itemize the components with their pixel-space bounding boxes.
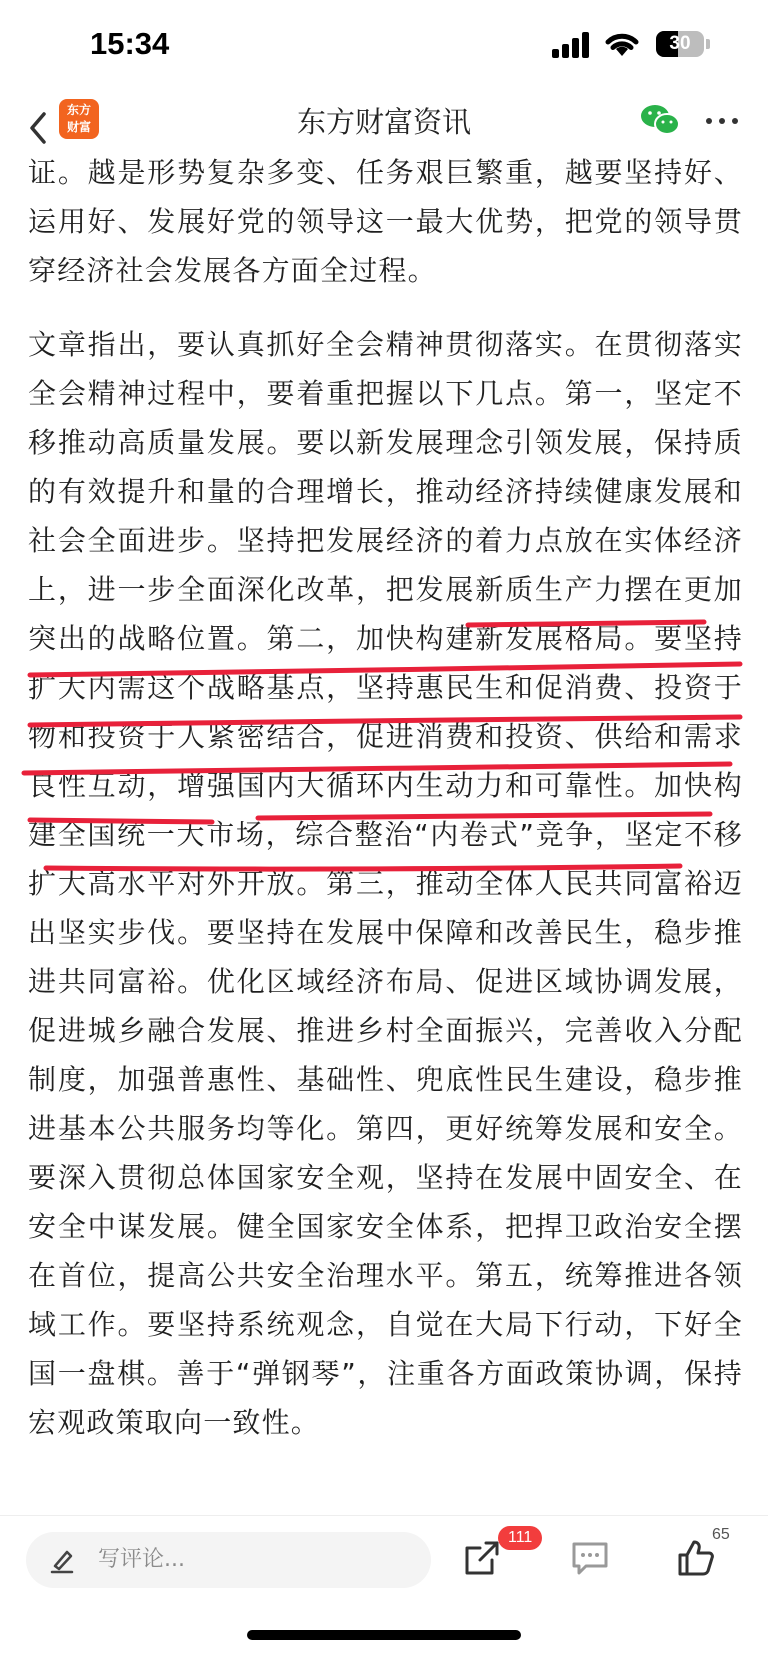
wechat-icon[interactable] [640,102,680,138]
status-bar [0,0,768,96]
comment-icon[interactable] [570,1540,610,1576]
page-title: 东方财富资讯 [296,105,471,139]
like-icon[interactable] [676,1538,716,1578]
cellular-signal-icon [552,32,592,58]
status-time: 15:34 [90,26,170,61]
pencil-icon [48,1546,76,1574]
article-paragraph: 文章指出，要认真抓好全会精神贯彻落实。在贯彻落实全会精神过程中，要着重把握以下几点。第一，坚定不移推动高质量发展。要以新发展理念引领发展，保持质的有效提升和量的合理增长，推动经济持续健康发展和社会全面进步。坚持把发展经济的着力点放在实体经济上，进一步全面深化改革，把发展新质生产力摆在更加突出的战略位置。第二，加快构建新发展格局。要坚持扩大内需这个战略基点，坚持惠民生和促消费、投资于物和投资于人紧密结合，促进消费和投资、供给和需求良性互动，增强国内大循环内生动力和可靠性。加快构建全国统一大市场，综合整治“内卷式”竞争，坚定不移扩大高水平对外开放。第三，推动全体人民共同富裕迈出坚实步伐。要坚持在发展中保障和改善民生，稳步推进共同富裕。优化区域经济布局、促进区域协调发展，促进城乡融合发展、推进乡村全面振兴，完善收入分配制度，加强普惠性、基础性、兜底性民生建设，稳步推进基本公共服务均等化。第四，更好统筹发展和安全。要深入贯彻总体国家安全观，坚持在发展中固安全、在安全中谋发展。健全国家安全体系，把捍卫政治安全摆在首位，提高公共安全治理水平。第五，统筹推进各领域工作。要坚持系统观念，自觉在大局下行动，下好全国一盘棋。善于“弹钢琴”，注重各方面政策协调，保持宏观政策取向一致性。 [28,328,743,1439]
more-icon[interactable] [706,118,740,126]
back-icon[interactable] [22,108,62,148]
bottom-action-bar [0,1515,768,1603]
battery-level: 30 [669,33,691,54]
article-paragraph: 证。越是形势复杂多变、任务艰巨繁重，越要坚持好、运用好、发展好党的领导这一最大优势，把党的领导贯穿经济社会发展各方面全过程。 [28,156,743,287]
comment-input[interactable] [26,1532,431,1588]
comment-placeholder: 写评论... [98,1547,185,1572]
like-count: 65 [712,1526,730,1543]
share-icon[interactable] [462,1538,502,1578]
battery-icon [656,31,704,57]
wifi-icon [603,30,641,58]
home-indicator[interactable] [247,1630,521,1640]
article-body [0,150,768,1515]
app-logo: 东方 财富 [59,99,99,139]
share-count-badge: 111 [498,1526,542,1550]
